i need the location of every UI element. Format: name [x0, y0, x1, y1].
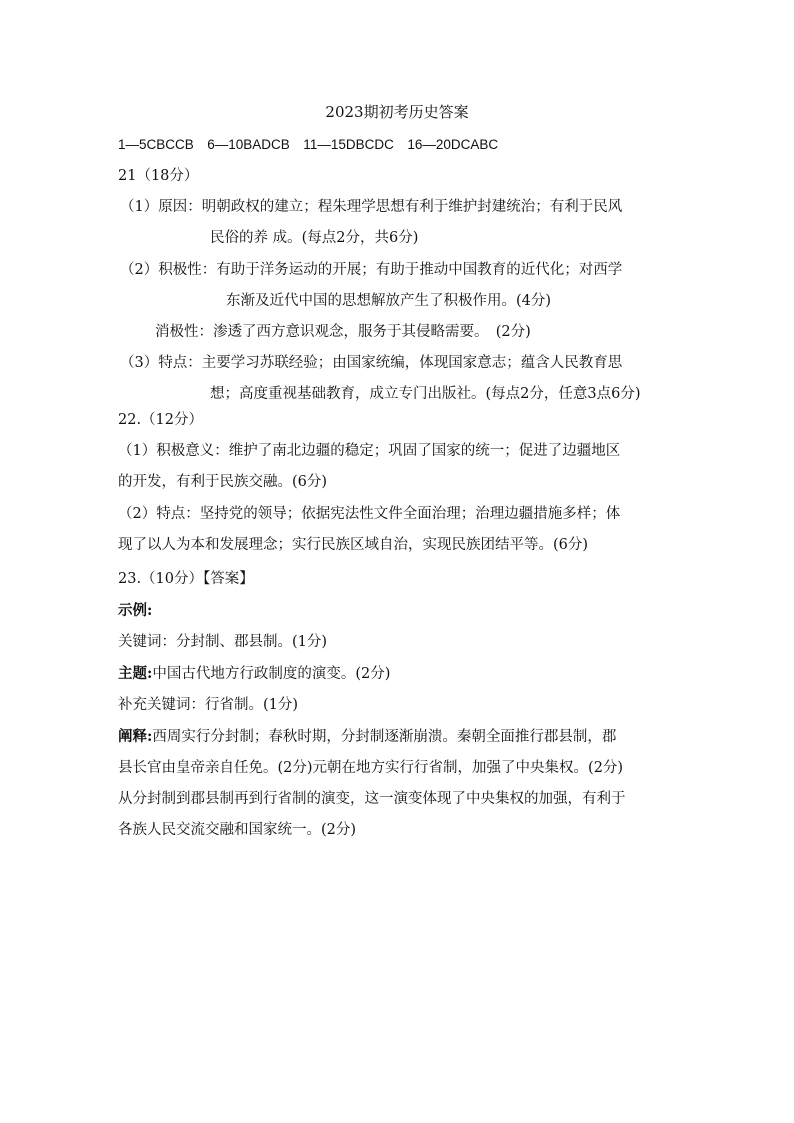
q21-part1-line1: （1）原因：明朝政权的建立；程朱理学思想有利于维护封建统治；有利于民风 — [120, 199, 623, 215]
q21-part3-line2: 想；高度重视基础教育，成立专门出版社。(每点2分，任意3点6分) — [210, 386, 641, 402]
q22-part1-line2: 的开发，有利于民族交融。(6分) — [118, 474, 328, 490]
q21-part2-line3: 消极性：渗透了西方意识观念，服务于其侵略需要。 (2分) — [155, 324, 531, 340]
q23-explain-line3: 从分封制到郡县制再到行省制的演变，这一演变体现了中央集权的加强，有利于 — [118, 791, 626, 807]
page-title: 2023期初考历史答案 — [325, 103, 469, 121]
q23-explain-line1 — [118, 727, 616, 747]
q23-explain-text1: 西周实行分封制；春秋时期，分封制逐渐崩溃。秦朝全面推行郡县制，郡 — [152, 729, 617, 745]
q22-part2-line2: 现了以人为本和发展理念；实行民族区域自治，实现民族团结平等。(6分) — [118, 537, 589, 553]
q23-theme-text: 中国古代地方行政制度的演变。(2分) — [152, 666, 391, 682]
q23-explain-line2: 县长官由皇帝亲自任免。(2分)元朝在地方实行行省制，加强了中央集权。(2分) — [118, 760, 624, 776]
q22-part2-line1: （2）特点：坚持党的领导；依据宪法性文件全面治理；治理边疆措施多样；体 — [118, 506, 621, 522]
q22-header: 22.（12分） — [118, 412, 204, 428]
q21-part2-line1: （2）积极性：有助于洋务运动的开展；有助于推动中国教育的近代化；对西学 — [120, 262, 623, 278]
q21-part1-line2: 民俗的养 成。(每点2分，共6分) — [210, 230, 419, 246]
q23-explain-label: 阐释: — [118, 728, 153, 745]
q23-extra-keywords: 补充关键词：行省制。(1分) — [118, 697, 299, 713]
multiple-choice-answers: 1—5CBCCB 6—10BADCB 11—15DBCDC 16—20DCABC — [118, 137, 499, 152]
q21-part3-line1: （3）特点：主要学习苏联经验；由国家统编，体现国家意志；蕴含人民教育思 — [120, 355, 623, 371]
q23-keywords: 关键词：分封制、郡县制。(1分) — [118, 634, 328, 650]
q21-header: 21（18分） — [118, 168, 199, 184]
q23-theme — [118, 664, 390, 684]
q23-theme-label: 主题: — [118, 665, 153, 682]
q23-header: 23.（10分）【答案】 — [118, 571, 254, 587]
q23-example-label: 示例: — [118, 602, 153, 619]
q22-part1-line1: （1）积极意义：维护了南北边疆的稳定；巩固了国家的统一；促进了边疆地区 — [118, 443, 621, 459]
q21-part2-line2: 东渐及近代中国的思想解放产生了积极作用。(4分) — [226, 293, 552, 309]
q23-explain-line4: 各族人民交流交融和国家统一。(2分) — [118, 822, 357, 838]
